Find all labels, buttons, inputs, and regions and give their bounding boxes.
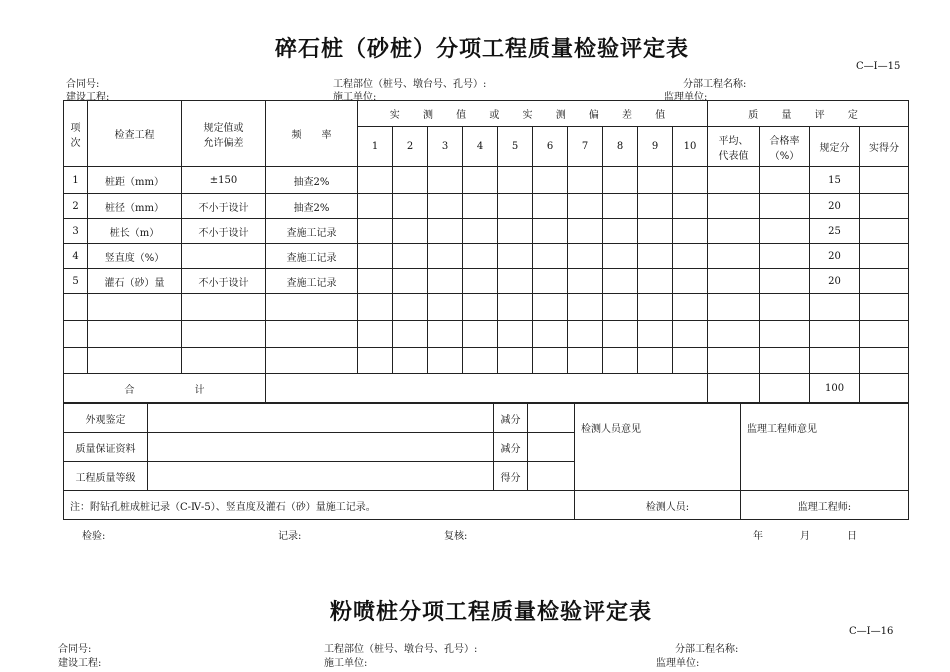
header-pass-rate: 合格率（%） [760,127,810,167]
form2-contract-no-label: 合同号: [58,644,92,655]
row-spec: 不小于设计 [182,219,266,244]
row-frequency: 查施工记录 [266,244,358,269]
table-row [64,194,909,219]
header-item-no: 项次 [64,101,88,167]
qa-docs-label: 质量保证资料 [64,433,148,462]
measure-col-10: 10 [673,127,708,167]
row-no: 1 [64,167,88,194]
row-item: 桩距（mm） [88,167,182,194]
inspection-table [63,100,909,403]
measure-col-3: 3 [428,127,463,167]
footer-review: 复核: [444,531,468,542]
measure-col-4: 4 [463,127,498,167]
subproject-name-label: 分部工程名称: [683,79,747,90]
evaluation-section [63,403,909,520]
row-item: 桩径（mm） [88,194,182,219]
header-frequency: 频 率 [266,101,358,167]
total-score: 100 [810,374,860,403]
inspector-opinion: 检测人员意见 [575,404,741,491]
header-check-item: 检查工程 [88,101,182,167]
row-item: 桩长（m） [88,219,182,244]
row-rated-score: 25 [810,219,860,244]
total-row [64,374,909,403]
row-frequency: 抽查2% [266,194,358,219]
row-frequency: 查施工记录 [266,219,358,244]
deduct-label: 减分 [494,433,528,462]
form2-subproject-name-label: 分部工程名称: [675,644,739,655]
row-rated-score: 20 [810,244,860,269]
header-rated-score: 规定分 [810,127,860,167]
score-label: 得分 [494,462,528,491]
inspector-signature: 检测人员: [575,491,741,520]
quality-grade-label: 工程质量等级 [64,462,148,491]
row-item: 灌石（砂）量 [88,269,182,294]
footer-year: 年 [753,531,763,542]
table-row [64,244,909,269]
project-location-label: 工程部位（桩号、墩台号、孔号）: [333,79,487,90]
table-row-empty [64,348,909,374]
construction-unit-label: 施工单位: [333,92,377,103]
table-row [64,269,909,294]
table-row [64,219,909,244]
table-row-empty [64,294,909,321]
measure-col-2: 2 [393,127,428,167]
total-label: 合 计 [64,374,266,403]
row-no: 3 [64,219,88,244]
contract-no-label: 合同号: [66,79,100,90]
form2-project-location-label: 工程部位（桩号、墩台号、孔号）: [324,644,478,655]
header-average: 平均、代表值 [708,127,760,167]
measure-col-9: 9 [638,127,673,167]
supervisor-signature: 监理工程师: [741,491,909,520]
table-row-empty [64,321,909,348]
row-no: 2 [64,194,88,219]
measure-col-1: 1 [358,127,393,167]
header-measured: 实 测 值 或 实 测 偏 差 值 [358,101,708,127]
row-spec: 不小于设计 [182,269,266,294]
header-quality: 质 量 评 定 [708,101,909,127]
table-row [64,167,909,194]
row-rated-score: 20 [810,269,860,294]
row-no: 5 [64,269,88,294]
footer-day: 日 [847,531,857,542]
row-no: 4 [64,244,88,269]
deduct-label: 减分 [494,404,528,433]
row-spec [182,244,266,269]
form2-title: 粉喷桩分项工程质量检验评定表 [330,599,653,625]
construction-project-label: 建设工程: [66,92,110,103]
form2-supervision-unit-label: 监理单位: [656,658,700,669]
measure-col-7: 7 [568,127,603,167]
measure-col-6: 6 [533,127,568,167]
header-actual-score: 实得分 [860,127,909,167]
row-item: 竖直度（%） [88,244,182,269]
form2-code: C—I—16 [849,626,894,637]
footer-check: 检验: [82,531,106,542]
note-text: 注：附钻孔桩成桩记录（C-Ⅳ-5）、竖直度及灌石（砂）量施工记录。 [64,491,575,520]
measure-col-5: 5 [498,127,533,167]
row-frequency: 查施工记录 [266,269,358,294]
footer-month: 月 [800,531,810,542]
supervision-unit-label: 监理单位: [664,92,708,103]
form1-title: 碎石桩（砂桩）分项工程质量检验评定表 [275,36,690,62]
row-frequency: 抽查2% [266,167,358,194]
header-spec-value: 规定值或允许偏差 [182,101,266,167]
form2-construction-unit-label: 施工单位: [324,658,368,669]
appearance-label: 外观鉴定 [64,404,148,433]
row-rated-score: 15 [810,167,860,194]
row-spec: 不小于设计 [182,194,266,219]
measure-col-8: 8 [603,127,638,167]
form2-construction-project-label: 建设工程: [58,658,102,669]
form1-code: C—I—15 [856,61,901,72]
row-spec: ±150 [182,167,266,194]
row-rated-score: 20 [810,194,860,219]
supervisor-opinion: 监理工程师意见 [741,404,909,491]
footer-record: 记录: [278,531,302,542]
